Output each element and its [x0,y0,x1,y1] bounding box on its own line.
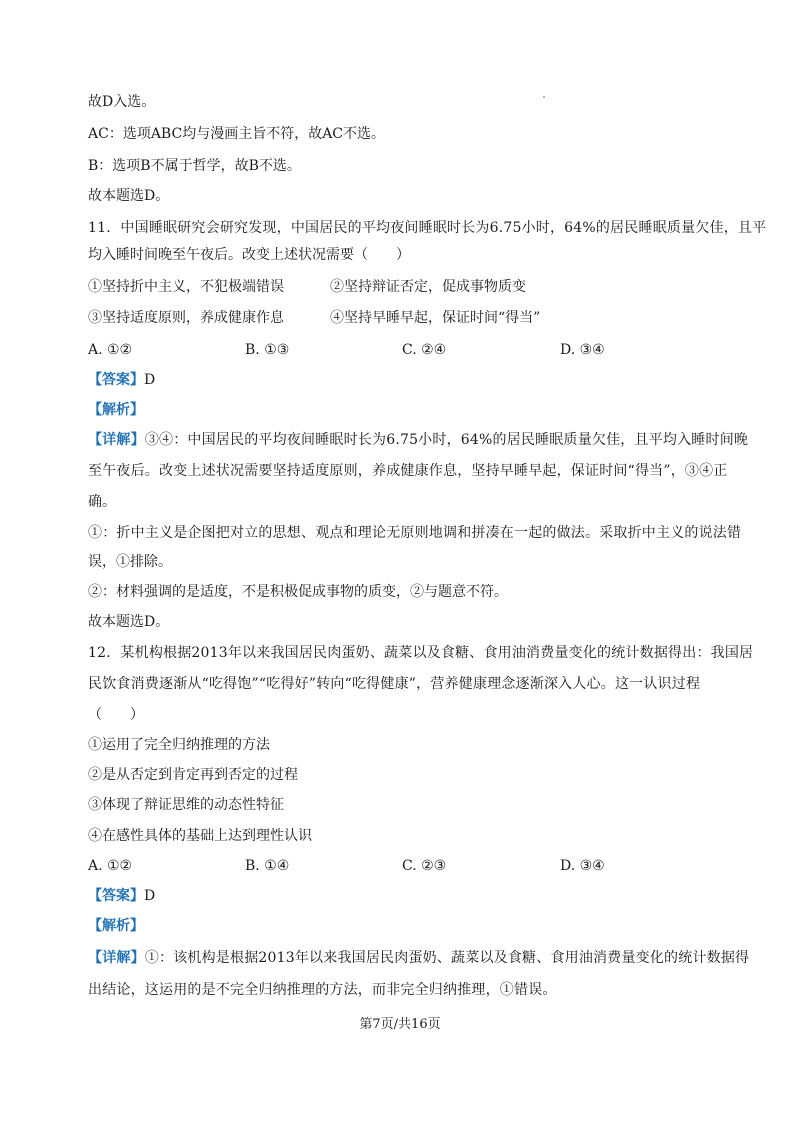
q11-option-1: ①坚持折中主义，不犯极端错误 [88,279,284,295]
q12-analysis-tag: 【解析】 [88,918,144,934]
q11-detail-line-6: ②：材料强调的是适度，不是积极促成事物的质变，②与题意不符。 [88,584,508,600]
q12-answer-tag: 【答案】 [88,888,144,904]
q11-choice-c: C. ②④ [402,342,447,358]
q11-detail-line-5: 误，①排除。 [88,554,172,570]
q11-stem-line-1: 11．中国睡眠研究会研究发现，中国居民的平均夜间睡眠时长为6.75小时，64%的居民睡眠质量欠佳，且平 [88,220,767,236]
prev-conclusion: 故本题选D。 [88,188,170,204]
scan-speck [543,96,545,98]
q12-option-4: ④在感性具体的基础上达到理性认识 [88,828,312,844]
q12-choice-d: D. ③④ [560,858,605,874]
q11-detail-line-1 [88,430,749,450]
q12-detail-line-1 [88,948,750,968]
q12-option-2: ②是从否定到肯定再到否定的过程 [88,767,298,783]
q12-option-3: ③体现了辩证思维的动态性特征 [88,797,284,813]
q12-detail-tag: 【详解】 [88,950,145,966]
q11-option-3: ③坚持适度原则，养成健康作息 [88,310,284,326]
q12-choice-b: B. ①④ [245,858,290,874]
q11-option-2: ②坚持辩证否定，促成事物质变 [330,279,526,295]
q12-answer-row [88,886,155,906]
q12-analysis-row [88,916,144,936]
q11-answer-value: D [144,372,156,388]
q11-answer-tag: 【答案】 [88,372,144,388]
q11-detail-line-3: 确。 [88,494,116,510]
q12-choice-a: A. ①② [88,858,133,874]
q11-detail-tag: 【详解】 [88,432,145,448]
q11-analysis-tag: 【解析】 [88,402,144,418]
page-number-footer: 第7页/共16页 [359,1017,441,1032]
q11-choice-a: A. ①② [88,342,133,358]
q12-detail-text-1: ①：该机构是根据2013年以来我国居民肉蛋奶、蔬菜以及食糖、食用油消费量变化的统计数据得 [144,950,750,966]
q11-choice-d: D. ③④ [560,342,605,358]
q11-detail-line-4: ①：折中主义是企图把对立的思想、观点和理论无原则地调和拼凑在一起的做法。采取折中主义的说法错 [88,525,742,541]
q11-analysis-row [88,400,144,420]
q11-detail-text-1: ③④：中国居民的平均夜间睡眠时长为6.75小时，64%的居民睡眠质量欠佳，且平均入睡时间晚 [144,432,749,448]
q12-option-1: ①运用了完全归纳推理的方法 [88,737,270,753]
q12-stem-line-3: （ ） [88,707,144,723]
q11-answer-row [88,370,155,390]
q12-stem-line-2: 民饮食消费逐渐从“吃得饱”“吃得好”转向“吃得健康”，营养健康理念逐渐深入人心。这一认识过程 [88,676,701,692]
prev-line-2: AC：选项ABC均与漫画主旨不符，故AC不选。 [88,126,386,142]
q11-conclusion: 故本题选D。 [88,614,170,630]
q11-detail-line-2: 至午夜后。改变上述状况需要坚持适度原则，养成健康作息，坚持早睡早起，保证时间“得当”，③④正 [88,463,728,479]
q11-stem-line-2: 均入睡时间晚至午夜后。改变上述状况需要（ ） [88,247,410,263]
q11-option-4: ④坚持早睡早起，保证时间“得当” [330,310,541,326]
q12-choice-c: C. ②③ [402,858,447,874]
prev-line-1: 故D入选。 [88,94,156,110]
q11-choice-b: B. ①③ [245,342,290,358]
q12-answer-value: D [144,888,156,904]
q12-detail-line-2: 出结论，这运用的是不完全归纳推理的方法，而非完全归纳推理，①错误。 [88,982,557,998]
q12-stem-line-1: 12．某机构根据2013年以来我国居民肉蛋奶、蔬菜以及食糖、食用油消费量变化的统计数据得出：我国居 [88,645,754,661]
prev-line-3: B：选项B不属于哲学，故B不选。 [88,158,301,174]
